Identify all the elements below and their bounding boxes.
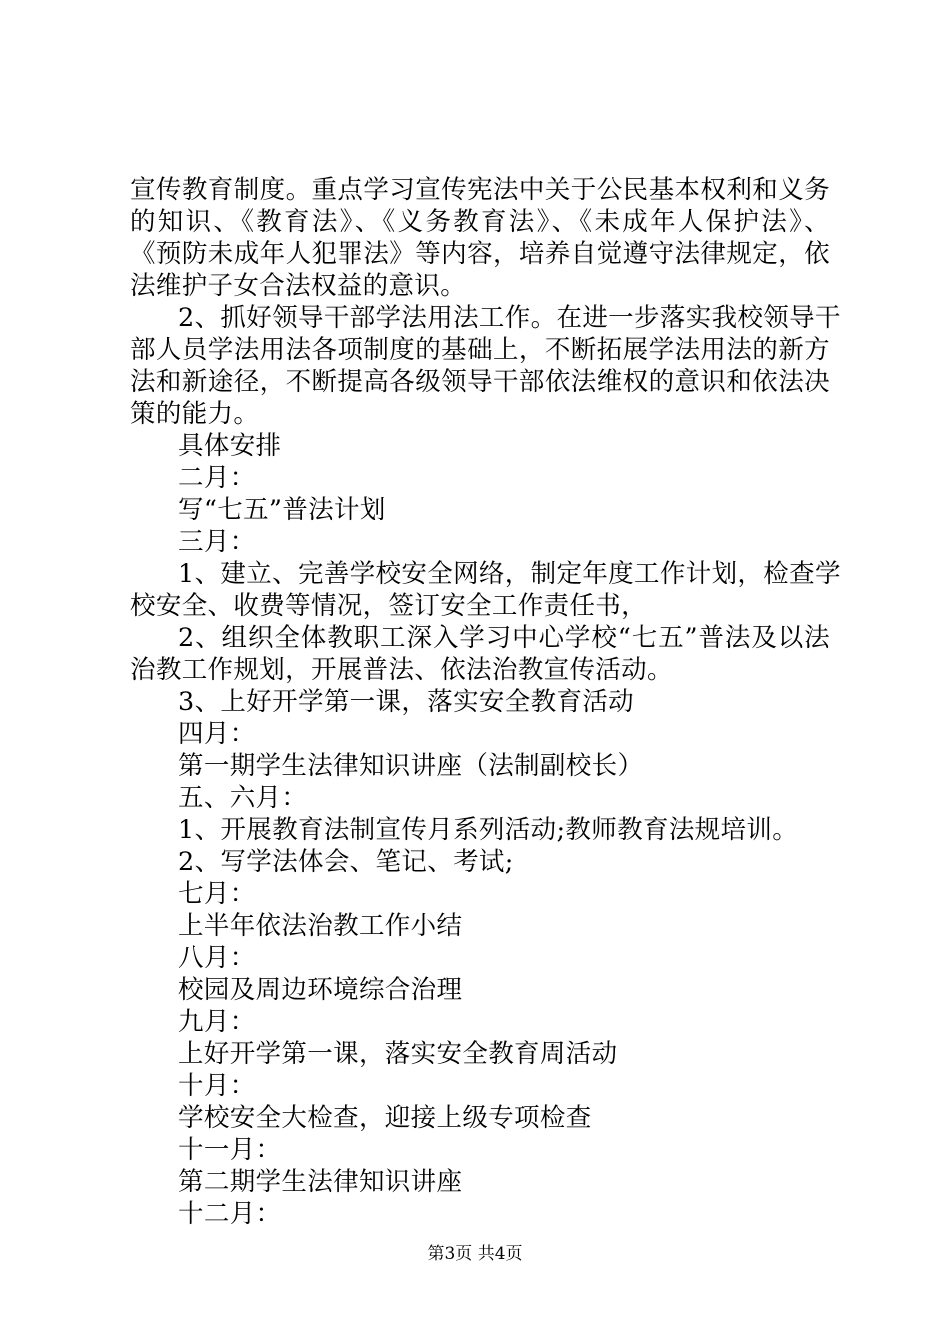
- month-item: 治教工作规划，开展普法、依法治教宣传活动。: [130, 655, 673, 685]
- month-heading: 十月：: [178, 1071, 256, 1101]
- month-item: 校安全、收费等情况，签订安全工作责任书，: [130, 591, 648, 621]
- month-heading: 五、六月：: [178, 783, 308, 813]
- month-heading: 四月：: [178, 719, 256, 749]
- month-item: 2、写学法体会、笔记、考试;: [178, 847, 514, 877]
- paragraph-line: 《预防未成年人犯罪法》等内容，培养自觉遵守法律规定，依: [130, 239, 830, 269]
- month-heading: 九月：: [178, 1007, 256, 1037]
- month-item: 1、建立、完善学校安全网络，制定年度工作计划，检查学: [178, 559, 841, 589]
- month-heading: 三月：: [178, 527, 256, 557]
- month-heading: 十二月：: [178, 1199, 282, 1229]
- paragraph-line: 的知识、《教育法》、《义务教育法》、《未成年人保护法》、: [130, 207, 830, 237]
- paragraph-line: 法和新途径，不断提高各级领导干部依法维权的意识和依法决: [130, 367, 830, 397]
- month-item: 上好开学第一课，落实安全教育周活动: [178, 1039, 618, 1069]
- page-number-footer: 第3页 共4页: [427, 1244, 523, 1264]
- month-heading: 八月：: [178, 943, 256, 973]
- month-item: 1、开展教育法制宣传月系列活动;教师教育法规培训。: [178, 815, 799, 845]
- paragraph-line: 部人员学法用法各项制度的基础上，不断拓展学法用法的新方: [130, 335, 830, 365]
- paragraph-line: 法维护子女合法权益的意识。: [130, 271, 467, 301]
- section-heading: 具体安排: [178, 431, 282, 461]
- paragraph-line: 宣传教育制度。重点学习宣传宪法中关于公民基本权利和义务: [130, 175, 830, 205]
- document-body: [130, 174, 841, 1230]
- month-item: 上半年依法治教工作小结: [178, 911, 463, 941]
- month-item: 写“七五”普法计划: [178, 495, 386, 525]
- month-heading: 十一月：: [178, 1135, 282, 1165]
- month-item: 第二期学生法律知识讲座: [178, 1167, 463, 1197]
- month-heading: 二月：: [178, 463, 256, 493]
- month-item: 3、上好开学第一课，落实安全教育活动: [178, 687, 635, 717]
- month-item: 第一期学生法律知识讲座（法制副校长）: [178, 751, 644, 781]
- month-item: 2、组织全体教职工深入学习中心学校“七五”普法及以法: [178, 623, 830, 653]
- month-item: 学校安全大检查，迎接上级专项检查: [178, 1103, 592, 1133]
- month-heading: 七月：: [178, 879, 256, 909]
- paragraph-line: 2、抓好领导干部学法用法工作。在进一步落实我校领导干: [178, 303, 841, 333]
- paragraph-line: 策的能力。: [130, 399, 260, 429]
- month-item: 校园及周边环境综合治理: [178, 975, 463, 1005]
